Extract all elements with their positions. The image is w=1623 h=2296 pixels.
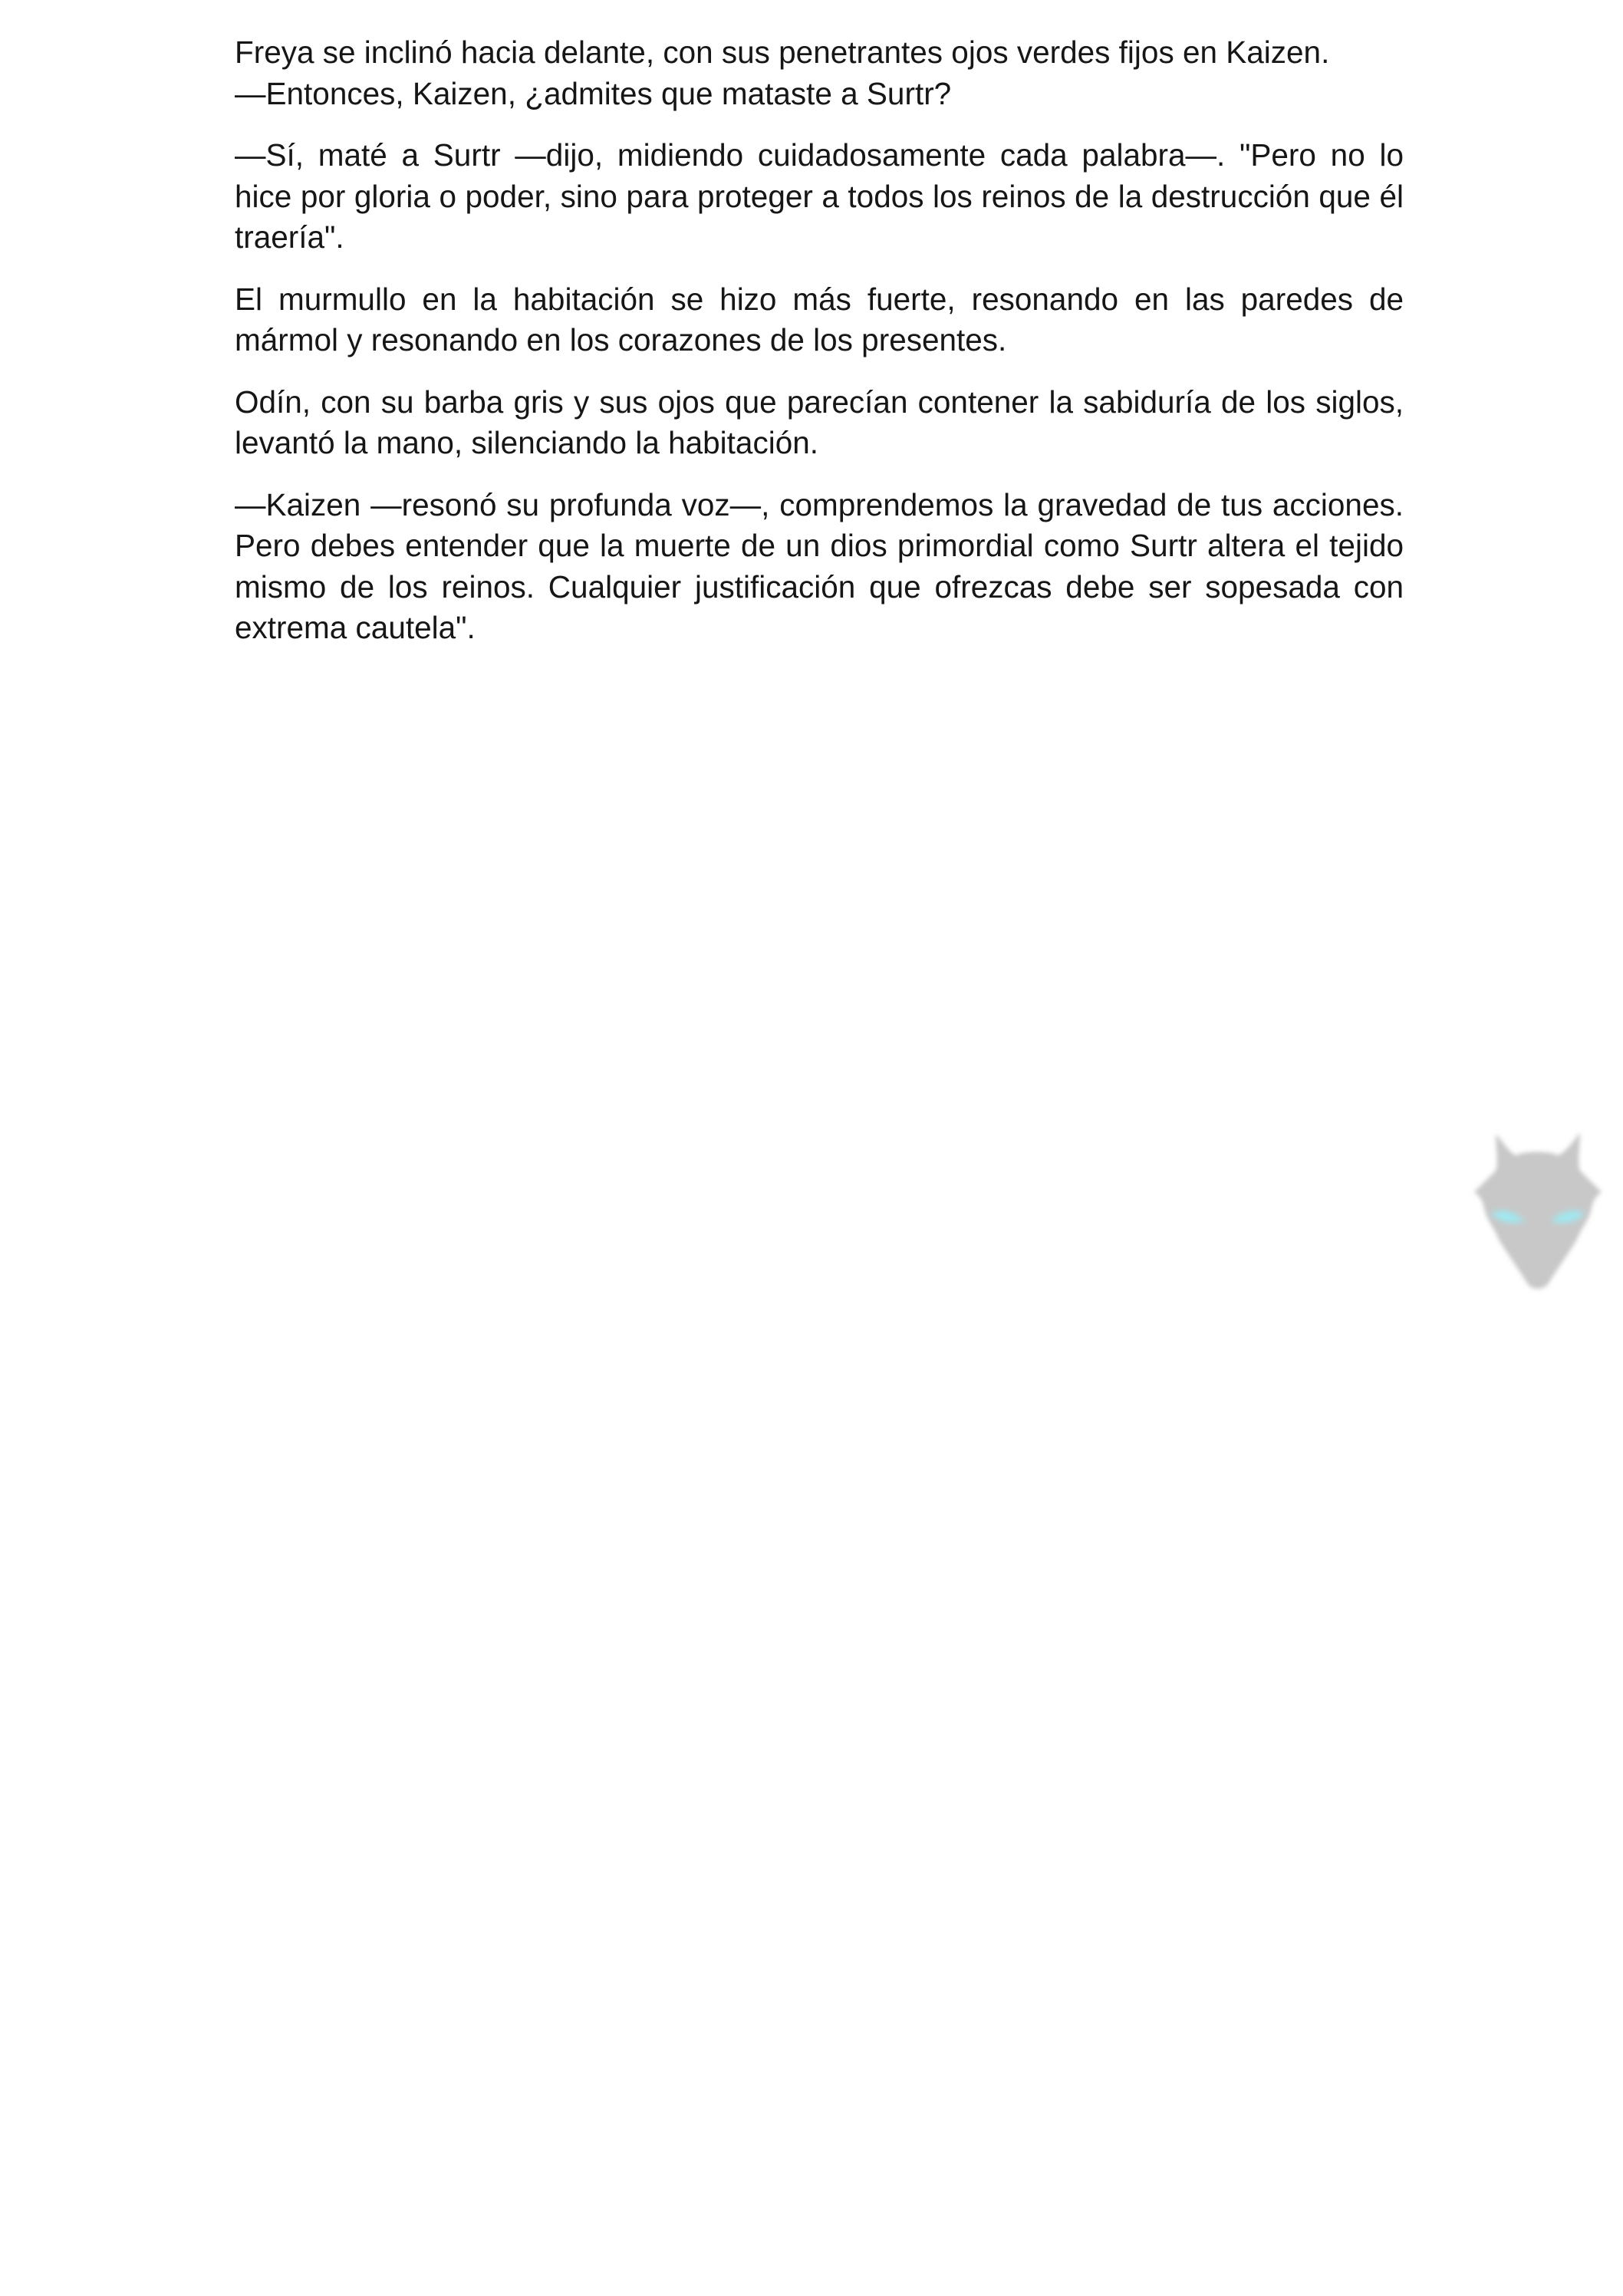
demon-head-icon: [1465, 1128, 1611, 1304]
paragraph-2: —Sí, maté a Surtr —dijo, midiendo cuidadosamente cada palabra—. "Pero no lo hice por gloria o poder, sino para proteger a todos los reinos de la destrucción que él traería".: [235, 137, 1404, 255]
paragraph-4: Odín, con su barba gris y sus ojos que parecían contener la sabiduría de los siglos, levantó la mano, silenciando la habitación.: [235, 384, 1404, 460]
paragraph-1-text: Freya se inclinó hacia delante, con sus penetrantes ojos verdes fijos en Kaizen.: [235, 35, 1330, 70]
document-body: [235, 32, 1404, 670]
paragraph-5: —Kaizen —resonó su profunda voz—, comprendemos la gravedad de tus acciones. Pero debes entender que la muerte de un dios primordial como Surtr altera el tejido mismo de los reinos. Cualquier justificación que ofrezcas debe ser sopesada con extrema cautela".: [235, 486, 1404, 645]
paragraph-3: El murmullo en la habitación se hizo más fuerte, resonando en las paredes de mármol y resonando en los corazones de los presentes.: [235, 281, 1404, 357]
paragraph-1: [235, 32, 1404, 114]
paragraph-1-continuation: —Entonces, Kaizen, ¿admites que mataste a Surtr?: [235, 75, 952, 111]
